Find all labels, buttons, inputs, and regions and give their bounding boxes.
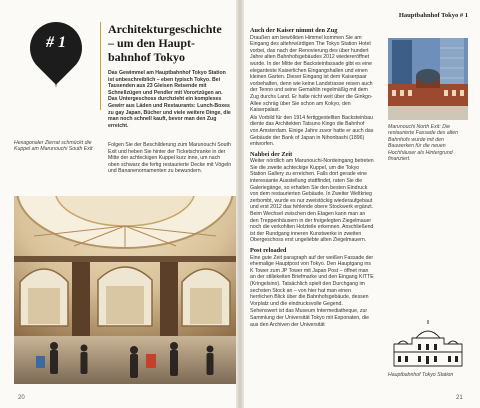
lead-paragraph: Das Gewimmel am Hauptbahnhof Tokyo Station ist unbeschreiblich – eben typisch Tokyo. Bei Tausenden aus 23 Gleisen Reisende mit Schnellzügen und Pendler mit Vorortzügen an. Das Untergeschoss durchzieht ein komplexes Gewirr aus Läden und Restaurants: Lunch-Boxes zu gay Japan, Bücher und viele weitere Dinge, die man noch schnell kauft, bevor man den Zug erreicht. xyxy=(108,70,231,129)
title-divider xyxy=(100,22,101,110)
photo-caption-left: Hexagonaler Zierrat schmückt die Kuppel am Marunouchi South Exit xyxy=(14,140,93,153)
page-number-right: 21 xyxy=(456,395,463,401)
running-head xyxy=(370,12,468,19)
body-paragraph-left: Folgen Sie der Beschilderung zum Marunouchi South Exit und heben Sie hinter der Ticketschranke in der Mitte der achteckigen Kuppel kurz inne, um nach oben schwarz die fertig restaurierte Decke mit Vögeln und Bananenornamenten zu bewundern. xyxy=(108,142,232,175)
running-head-title: Hauptbahnhof Tokyo xyxy=(398,12,459,19)
running-head-marker: # 1 xyxy=(459,12,468,19)
station-sketch-illustration xyxy=(388,318,468,368)
subheading-post: Post reloaded xyxy=(250,247,287,254)
paragraph-3: Weiter nördlich am Marunouchi-Nordeingang betreten Sie die zweite achteckige Kuppel, um die Tokyo Station Gallery zu erreichen. Falls dort gerade eine interessante Ausstellung stattfindet, raten Sie die Galeriegänge, so erhalten Sie den besten Eindruck von dem restaurierten Gebäude. In Zweiter Weltkrieg zerbombt, wurde es nur zweistöckig wiederaufgebaut und erst 2012 das fehlende obere Stockwerk ergänzt. Beim Wechsel zwischen den Etagen kann man an den Treppenhäusern in der freigelegten Ziegelmauer noch die verkohlten Holzteile erkennen. Anschließend ist der Rundgang inneren Kunstwerke in zweiten Obergeschoss erst ungeliebte alten Ziegelmauern. xyxy=(250,158,374,244)
station-dome-photo xyxy=(14,196,236,384)
paragraph-5: Sehenswert ist das Museum Intermediatheque, zur Sammlung der Universität Tokyo mit Exponaten, die aus den Archiven der Universität xyxy=(250,308,369,328)
book-gutter xyxy=(236,0,244,408)
station-facade-photo xyxy=(388,38,468,120)
paragraph-1: Draußen am bewölkten Himmel kommen Sie am Eingang des altehrwürdigen The Tokyo Station Hotel vorbei, das nach der Renovierung des über hundert Jahre alten Bahnhofsgebäudes 2012 wiedereröffnet wurde. In der Mitte der Backsteinfassade gibt es eine eleganteste Kaiserlichen Eingangshallen und einen kleinen Garten. Dieser Eingang ist dem Kaiserpaar vorbehalten, denn wie keine Landstrasse reisen auch der Tenno und seine Gemahlin regelmäßig mit dem Zug durchs Land. Er halte nicht weit über die Ginkgo-Allee schräg über Sie schon am Kokyo, den Kaiserpalast. xyxy=(250,34,373,114)
sketch-caption: Hauptbahnhof Tokyo Station xyxy=(388,372,454,378)
pin-label: # 1 xyxy=(46,34,66,51)
photo-caption-right: Marunouchi North Exit: Die restaurierte Fassade des alten Bahnhofs wurde mit den Bauwerken für die neuen Hochhäuser als Hintergrund finanziert. xyxy=(388,124,459,163)
paragraph-2: Als Vorbild für den 1914 fertiggestellten Backsteinbau diente das Architekten Tatsuno Kingo die Bahnhof von Amsterdam. Einige Jahre zuvor hatte er auch das Gebäude der Bank of Japan in Nihonbashi (1896) entworfen. xyxy=(250,114,374,148)
page-title: Architekturgeschichte – um den Hauptbahnhof Tokyo xyxy=(108,22,222,64)
paragraph-4: Eine gute Zeit paragraph auf der weißen Fassade der ehemalige Hauptpost von Tokyo. Den Hauptgang ins K Tower zum JP Tower mit Japan Post – öffnet man an der stillekeiten Briefmarke und den Eingang KITTE (Kringelsinn). Tatsächlich spielt den Durchgang im sechsten Stock an – von hier hat man einen herrlichen Blick über die Bahnhofsgebäude, dessen Vorplatz und die eindrucksvolle Gegend. xyxy=(250,254,374,307)
subheading-zeit: Nahbei der Zeit xyxy=(250,150,293,158)
page-number-left: 20 xyxy=(18,395,25,401)
right-text-column xyxy=(250,28,374,328)
subheading-kaiser: Auch der Kaiser nimmt den Zug xyxy=(250,27,338,34)
